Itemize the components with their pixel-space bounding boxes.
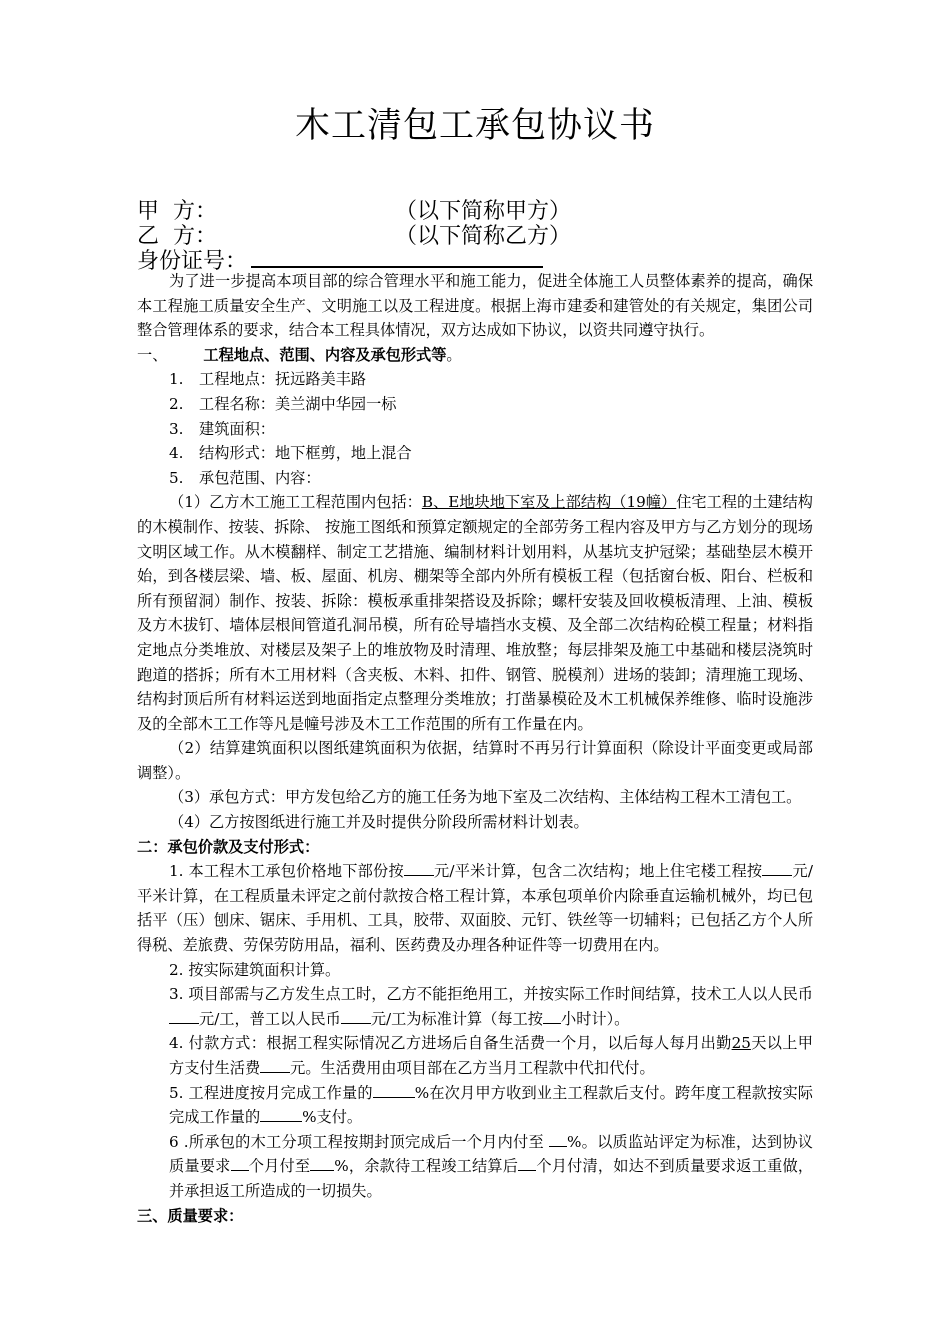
payment-4-a: 4. 付款方式：根据工程实际情况乙方进场后自备生活费一个月，以后每人每月出勤: [169, 1034, 732, 1053]
payment-3-b: 元/工，普工以人民币: [199, 1009, 341, 1028]
payment-6-b: %。以质监站评定为标准，达到协议质量要求: [169, 1132, 813, 1176]
section-1-heading: [137, 343, 813, 368]
payment-4-b: 天以上甲方支付生活费: [169, 1034, 813, 1077]
wage-blank: [169, 1009, 199, 1024]
payment-4-c: 元。生活费用由项目部在乙方当月工程款中代扣代付。: [290, 1059, 655, 1077]
price-blank: [762, 861, 792, 876]
scope-paragraph-3: （3）承包方式：甲方发包给乙方的施工任务为地下室及二次结构、主体结构工程木工清包工。: [169, 788, 802, 807]
section-3-heading: 三、质量要求：: [137, 1206, 244, 1225]
payment-5-b: %在次月甲方收到业主工程款后支付。跨年度工程款按实际完成工作量的: [169, 1083, 813, 1127]
payment-6-a: 6 .所承包的木工分项工程按期封顶完成后一个月内付至: [169, 1132, 549, 1151]
section-1-heading-end: 。: [446, 345, 462, 364]
payment-paragraph-3: [137, 982, 813, 1031]
payment-3-d: 小时计）。: [561, 1009, 630, 1028]
list-item-text: 承包范围、内容：: [199, 468, 321, 487]
id-number-blank: [251, 248, 543, 268]
id-number-label: 身份证号：: [137, 249, 248, 274]
scope-1-prefix: （1）乙方木工施工工程范围内包括：: [169, 493, 422, 512]
list-item: [137, 417, 813, 442]
list-item-text: 工程名称：美兰湖中华园一标: [199, 394, 397, 413]
list-item-text: 建筑面积：: [199, 419, 275, 438]
list-item: [137, 392, 813, 417]
document-title: 木工清包工承包协议书: [294, 106, 655, 146]
payment-paragraph-5: [137, 1081, 813, 1130]
section-1-title: 工程地点、范围、内容及承包形式等: [203, 345, 447, 364]
percent-blank: [310, 1156, 334, 1171]
living-expense-blank: [260, 1058, 290, 1073]
party-a-note: （以下简称甲方）: [395, 199, 572, 224]
payment-3-c: 元/工为标准计算（每工按: [370, 1009, 543, 1028]
intro-paragraph: 为了进一步提高本项目部的综合管理水平和施工能力，促进全体施工人员整体素养的提高，确保本工程施工质量安全生产、文明施工以及工程进度。根据上海市建委和建管处的有关规定，集团公司整合管理体系的要求，结合本工程具体情况，双方达成如下协议，以资共同遵守执行。: [137, 272, 813, 340]
list-item: [137, 441, 813, 466]
payment-6-c: 个月付至: [248, 1157, 311, 1176]
hours-blank: [543, 1009, 561, 1024]
percent-blank: [549, 1132, 567, 1147]
document-body: [137, 269, 813, 1228]
party-b-note: （以下简称乙方）: [395, 224, 572, 249]
months-blank: [231, 1156, 249, 1171]
payment-5-a: 5. 工程进度按月完成工作量的: [169, 1083, 373, 1102]
list-item: [137, 466, 813, 491]
party-a-label: 甲 方：: [137, 199, 217, 224]
payment-paragraph-6: [137, 1130, 813, 1204]
party-b-label: 乙 方：: [137, 224, 217, 249]
payment-paragraph-4: [137, 1031, 813, 1080]
list-item-number: 1.: [169, 370, 184, 389]
price-blank: [404, 861, 434, 876]
payment-paragraph-2: 2. 按实际建筑面积计算。: [169, 960, 341, 979]
list-item-number: 4.: [169, 444, 184, 463]
section-1-number: 一、: [137, 345, 168, 364]
scope-paragraph-1: [137, 490, 813, 736]
payment-6-e: 个月付清，如达不到质量要求返工重做，并承担返工所造成的一切损失。: [169, 1157, 814, 1200]
payment-1-b: 元/平米计算，包含二次结构；地上住宅楼工程按: [433, 862, 763, 881]
payment-1-a: 1. 本工程木工承包价格地下部份按: [169, 862, 404, 881]
payment-3-a: 3. 项目部需与乙方发生点工时，乙方不能拒绝用工，并按实际工作时间结算，技术工人以人民币: [169, 985, 813, 1004]
list-item-number: 5.: [169, 468, 184, 487]
payment-paragraph-1: [137, 859, 813, 957]
wage-blank: [341, 1009, 371, 1024]
payment-5-c: %支付。: [302, 1108, 363, 1127]
section-2-heading: 二：承包价款及支付形式：: [137, 837, 320, 856]
list-item-number: 2.: [169, 394, 184, 413]
list-item-number: 3.: [169, 419, 184, 438]
scope-paragraph-2: （2）结算建筑面积以图纸建筑面积为依据，结算时不再另行计算面积（除设计平面变更或局部调整）。: [137, 739, 813, 782]
percent-blank: [373, 1083, 415, 1098]
list-item-text: 工程地点：抚远路美丰路: [199, 370, 367, 389]
months-blank: [518, 1156, 536, 1171]
attendance-days: 25: [731, 1034, 751, 1053]
scope-paragraph-4: （4）乙方按图纸进行施工并及时提供分阶段所需材料计划表。: [169, 813, 589, 832]
list-item-text: 结构形式：地下框剪，地上混合: [199, 444, 412, 463]
scope-1-body: 住宅工程的土建结构的木模制作、按装、拆除、 按施工图纸和预算定额规定的全部劳务工程内容及甲方与乙方划分的现场文明区域工作。从木模翻样、制定工艺措施、编制材料计划用料，从基坑支护冠梁；基础垫层木模开始，到各楼层梁、墙、板、屋面、机房、棚架等全部内外所有模板工程（包括窗台板、阳台、栏板和所有预留洞）制作、按装、拆除：模板承重排架搭设及拆除；螺杆安装及回收模板清理、上油、模板及方木拔钉、墙体层根间管道孔洞吊模，所有砼导墙挡水支模、及全部二次结构砼模工程量；材料指定地点分类堆放、对楼层及架子上的堆放物及时清理、堆放整；每层排架及施工中基础和楼层浇筑时跑道的搭拆；所有木工用材料（含夹板、木料、扣件、钢管、脱模剂）进场的装卸；清理施工现场、结构封顶后所有材料运送到地面指定点整理分类堆放；打凿暴模砼及木工机械保养维修、临时设施涉及的全部木工工作等凡是幢号涉及木工工作范围的所有工作量在内。: [137, 493, 813, 733]
percent-blank: [260, 1107, 302, 1122]
list-item: [137, 367, 813, 392]
payment-1-c: 元/平米计算，在工程质量未评定之前付款按合格工程计算，本承包项单价内除垂直运输机械外，均已包括平（压）刨床、锯床、手用机、工具，胶带、双面胶、元钉、铁丝等一切辅料；已包括乙方个人所得税、差旅费、劳保劳防用品，福利、医药费及办理各种证件等一切费用在内。: [137, 862, 813, 955]
payment-6-d: %，余款待工程竣工结算后: [334, 1157, 519, 1176]
scope-1-underlined: B、E地块地下室及上部结构（19幢）: [421, 493, 677, 512]
